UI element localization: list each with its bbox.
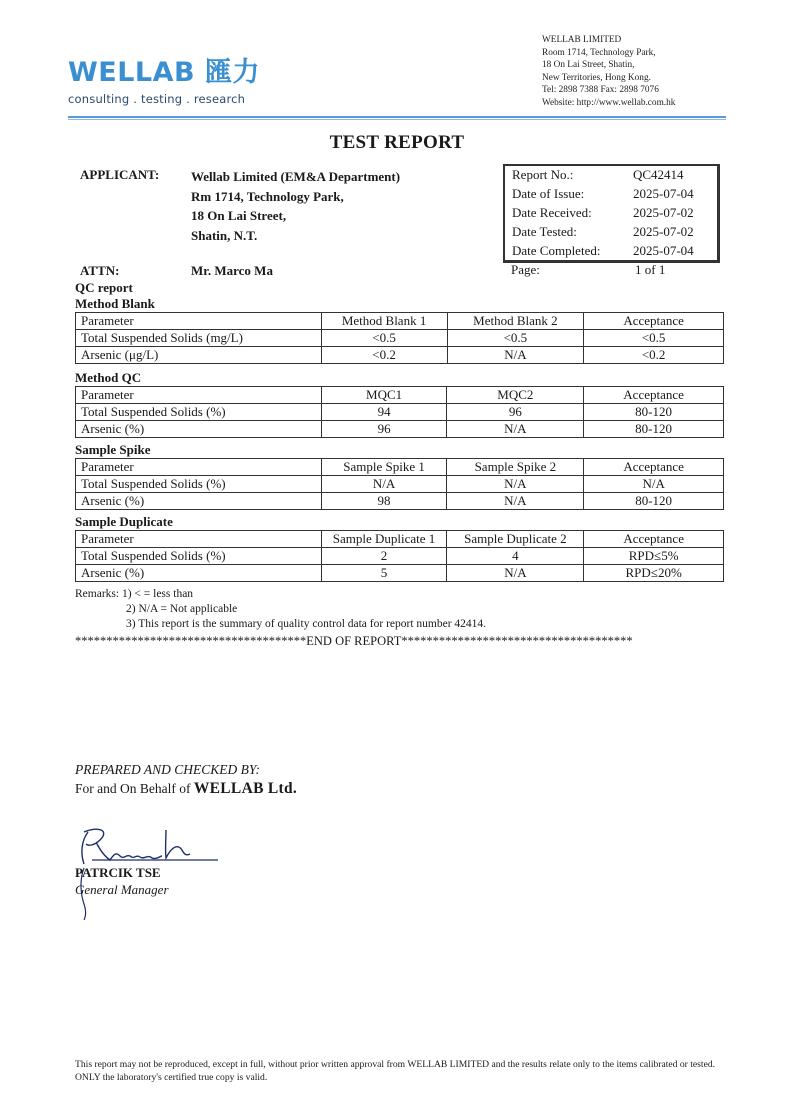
header-cell: MQC1 — [321, 387, 447, 404]
table-row — [76, 565, 724, 582]
header-cell: Sample Duplicate 1 — [321, 531, 447, 548]
report-title: TEST REPORT — [329, 132, 465, 153]
header-cell: Sample Spike 1 — [321, 459, 447, 476]
info-row-date-received — [505, 205, 717, 224]
on-behalf-prefix: For and On Behalf of — [75, 781, 191, 796]
header-cell: Acceptance — [584, 531, 724, 548]
attn-label: ATTN: — [80, 263, 120, 278]
cell: RPD≤20% — [584, 565, 724, 582]
cell: Arsenic (%) — [76, 565, 322, 582]
cell: <0.5 — [447, 330, 584, 347]
header-cell: MQC2 — [447, 387, 584, 404]
page-number-row — [511, 262, 721, 278]
logo-tagline: consulting . testing . research — [68, 92, 246, 106]
cell: 96 — [321, 421, 447, 438]
cell: 5 — [321, 565, 447, 582]
info-row-date-completed — [505, 243, 717, 262]
table-header-row — [76, 531, 724, 548]
company-line: Room 1714, Technology Park, — [542, 47, 656, 58]
prepared-checked-label: PREPARED AND CHECKED BY: — [75, 762, 260, 777]
applicant-line: Wellab Limited (EM&A Department) — [191, 169, 401, 184]
cell: RPD≤5% — [584, 548, 724, 565]
report-info-box — [503, 164, 720, 263]
company-logo — [68, 58, 260, 106]
table-method-blank — [75, 312, 724, 364]
info-row-date-issue — [505, 186, 717, 205]
info-value: 2025-07-02 — [633, 224, 694, 239]
table-row — [76, 404, 724, 421]
cell: Total Suspended Solids (%) — [76, 404, 322, 421]
table-header-row — [76, 313, 724, 330]
table-header-row — [76, 387, 724, 404]
cell: 80-120 — [584, 404, 724, 421]
header-cell: Acceptance — [584, 313, 724, 330]
header-divider — [68, 116, 726, 118]
info-value: QC42414 — [633, 167, 684, 182]
remark-item: 1) < = less than — [121, 588, 194, 600]
info-value: 2025-07-04 — [633, 186, 694, 201]
qc-report-heading: QC report — [75, 280, 133, 295]
cell: <0.2 — [584, 347, 724, 364]
header-cell: Method Blank 1 — [321, 313, 447, 330]
company-line: Website: http://www.wellab.com.hk — [542, 97, 676, 108]
info-key: Report No.: — [512, 167, 574, 182]
table-sample-duplicate — [75, 530, 724, 582]
header-cell: Parameter — [76, 313, 322, 330]
applicant-address — [191, 167, 400, 245]
cell: 2 — [321, 548, 447, 565]
table-header-row — [76, 459, 724, 476]
cell: N/A — [584, 476, 724, 493]
section-title-sample-duplicate: Sample Duplicate — [75, 514, 173, 529]
cell: 80-120 — [584, 421, 724, 438]
header-cell: Method Blank 2 — [447, 313, 584, 330]
info-key: Date Tested: — [512, 224, 577, 239]
company-line: Tel: 2898 7388 Fax: 2898 7076 — [542, 85, 659, 96]
cell: 4 — [447, 548, 584, 565]
remark-line — [75, 587, 486, 602]
cell: N/A — [447, 476, 584, 493]
header-cell: Parameter — [76, 387, 322, 404]
applicant-line: Rm 1714, Technology Park, — [191, 188, 344, 204]
page-key: Page: — [511, 262, 540, 277]
cell: <0.5 — [584, 330, 724, 347]
cell: N/A — [447, 421, 584, 438]
remark-item: 3) This report is the summary of quality control data for report number 42414. — [126, 618, 487, 630]
on-behalf-line — [75, 780, 297, 798]
applicant-line: 18 On Lai Street, — [191, 208, 287, 223]
on-behalf-company: WELLAB Ltd. — [193, 780, 298, 797]
signatory-name: PATRCIK TSE — [75, 865, 161, 880]
cell: 98 — [321, 493, 447, 510]
remarks-label: Remarks: — [75, 588, 120, 600]
cell: Total Suspended Solids (%) — [76, 476, 322, 493]
table-row — [76, 347, 724, 364]
cell: N/A — [321, 476, 447, 493]
table-method-qc — [75, 386, 724, 438]
company-line: 18 On Lai Street, Shatin, — [542, 60, 635, 71]
header-cell: Parameter — [76, 531, 322, 548]
cell: N/A — [447, 493, 584, 510]
info-value: 2025-07-02 — [633, 205, 694, 220]
info-key: Date Completed: — [512, 243, 601, 258]
cell: Arsenic (%) — [76, 493, 322, 510]
logo-text: WELLAB 匯力 — [68, 57, 261, 88]
company-line: WELLAB LIMITED — [542, 35, 622, 45]
company-line: New Territories, Hong Kong. — [542, 72, 651, 83]
end-of-report-line: *************************************END OF REPORT************************************* — [75, 634, 633, 648]
cell: N/A — [447, 347, 584, 364]
table-row — [76, 548, 724, 565]
table-row — [76, 330, 724, 347]
info-row-report-no — [505, 167, 717, 186]
section-title-method-qc: Method QC — [75, 370, 142, 385]
cell: 96 — [447, 404, 584, 421]
cell: Total Suspended Solids (%) — [76, 548, 322, 565]
signatory-title: General Manager — [75, 882, 169, 897]
company-address-block — [542, 34, 675, 110]
info-key: Date of Issue: — [512, 186, 585, 201]
table-sample-spike — [75, 458, 724, 510]
header-cell: Acceptance — [584, 387, 724, 404]
cell: Arsenic (μg/L) — [76, 347, 322, 364]
section-title-method-blank: Method Blank — [75, 296, 155, 311]
header-divider-thin — [68, 119, 726, 120]
header-cell: Acceptance — [584, 459, 724, 476]
page-value: 1 of 1 — [635, 262, 666, 277]
section-title-sample-spike: Sample Spike — [75, 442, 151, 457]
cell: 80-120 — [584, 493, 724, 510]
table-row — [76, 493, 724, 510]
cell: 94 — [321, 404, 447, 421]
applicant-label: APPLICANT: — [80, 167, 160, 182]
cell: <0.2 — [321, 347, 447, 364]
remarks-block — [75, 587, 486, 632]
header-cell: Sample Spike 2 — [447, 459, 584, 476]
info-row-date-tested — [505, 224, 717, 243]
cell: N/A — [447, 565, 584, 582]
applicant-line: Shatin, N.T. — [191, 227, 258, 243]
info-key: Date Received: — [512, 205, 592, 220]
remark-item: 2) N/A = Not applicable — [126, 603, 238, 615]
footer-disclaimer: This report may not be reproduced, except in full, without prior written approval from WELLAB LIMITED and the results relate only to the items calibrated or tested. ONLY the laboratory's certified true copy is valid. — [75, 1059, 716, 1083]
cell: Total Suspended Solids (mg/L) — [76, 330, 322, 347]
header-cell: Parameter — [76, 459, 322, 476]
table-row — [76, 421, 724, 438]
table-row — [76, 476, 724, 493]
info-value: 2025-07-04 — [633, 243, 694, 258]
attn-value: Mr. Marco Ma — [191, 263, 273, 278]
header-cell: Sample Duplicate 2 — [447, 531, 584, 548]
cell: <0.5 — [321, 330, 447, 347]
cell: Arsenic (%) — [76, 421, 322, 438]
